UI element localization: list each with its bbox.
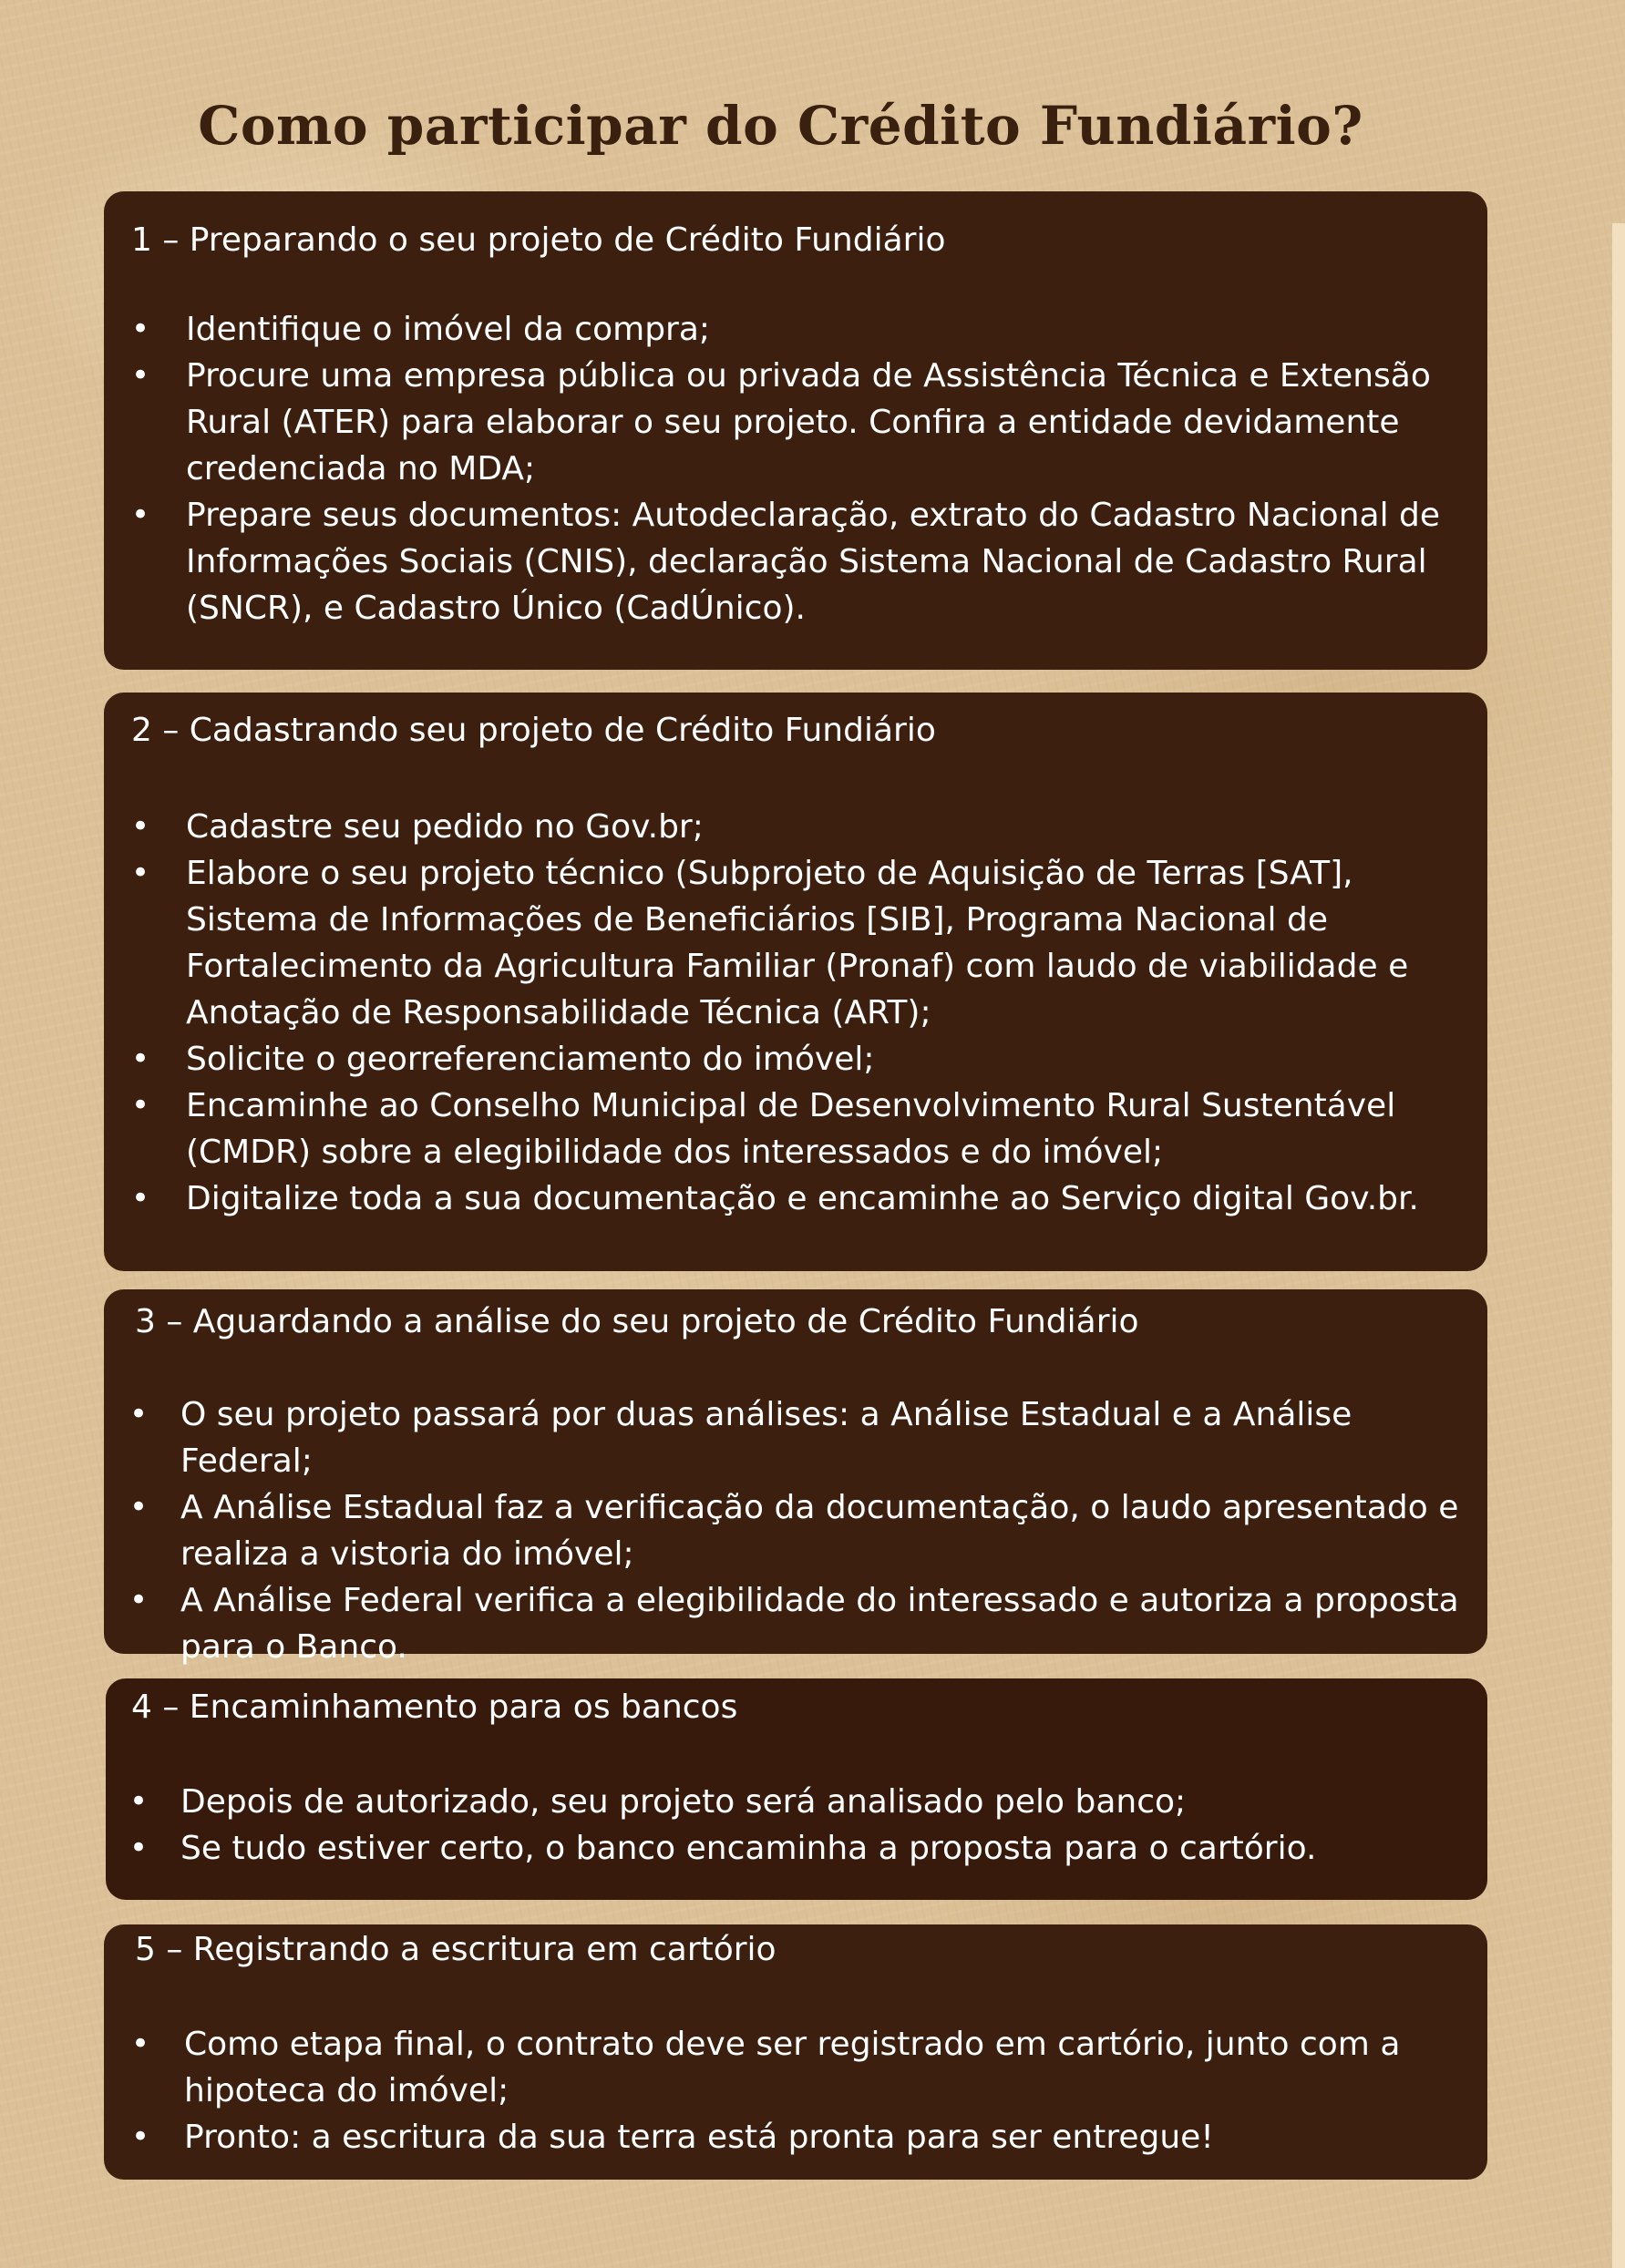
step-list (104, 804, 1487, 1222)
list-item: • A Análise Federal verifica a elegibilidade do interessado e autoriza a proposta para o Banco. (104, 1577, 1487, 1670)
step-list (104, 306, 1487, 631)
list-item: • Elabore o seu projeto técnico (Subprojeto de Aquisição de Terras [SAT], Sistema de Informações de Beneficiários [SIB], Programa Nacional de Fortalecimento da Agricultura Familiar (Pronaf) com laudo de viabilidade e Anotação de Responsabilidade Técnica (ART); (104, 850, 1487, 1036)
list-item: • Prepare seus documentos: Autodeclaração, extrato do Cadastro Nacional de Informações Sociais (CNIS), declaração Sistema Nacional de Cadastro Rural (SNCR), e Cadastro Único (CadÚnico). (104, 492, 1487, 631)
page-edge-strip (1612, 223, 1625, 2268)
step-list (104, 1391, 1487, 1670)
step-list (104, 2021, 1487, 2160)
list-item: • Como etapa final, o contrato deve ser registrado em cartório, junto com a hipoteca do imóvel; (104, 2021, 1487, 2114)
step-card-5 (104, 1924, 1487, 2180)
step-card-4 (106, 1678, 1487, 1900)
step-card-3 (104, 1289, 1487, 1666)
step-card-1 (104, 191, 1487, 670)
step-heading: 5 – Registrando a escritura em cartório (135, 1931, 777, 1968)
step-heading: 3 – Aguardando a análise do seu projeto de Crédito Fundiário (135, 1303, 1139, 1340)
step-card-2 (104, 693, 1487, 1271)
step-heading: 4 – Encaminhamento para os bancos (131, 1688, 738, 1726)
step-heading: 1 – Preparando o seu projeto de Crédito Fundiário (131, 221, 946, 259)
list-item: • Procure uma empresa pública ou privada de Assistência Técnica e Extensão Rural (ATER) para elaborar o seu projeto. Confira a entidade devidamente credenciada no MDA; (104, 353, 1487, 492)
list-item: • O seu projeto passará por duas análises: a Análise Estadual e a Análise Federal; (104, 1391, 1487, 1484)
list-item: • Pronto: a escritura da sua terra está pronta para ser entregue! (104, 2114, 1487, 2160)
page-title: Como participar do Crédito Fundiário? (198, 95, 1363, 157)
list-item: • Encaminhe ao Conselho Municipal de Desenvolvimento Rural Sustentável (CMDR) sobre a elegibilidade dos interessados e do imóvel; (104, 1083, 1487, 1175)
list-item: • Solicite o georreferenciamento do imóvel; (104, 1036, 1487, 1083)
step-heading: 2 – Cadastrando seu projeto de Crédito Fundiário (131, 712, 936, 749)
list-item: • Se tudo estiver certo, o banco encaminha a proposta para o cartório. (106, 1825, 1487, 1872)
list-item: • Cadastre seu pedido no Gov.br; (104, 804, 1487, 850)
list-item: • Identifique o imóvel da compra; (104, 306, 1487, 353)
list-item: • Depois de autorizado, seu projeto será analisado pelo banco; (106, 1779, 1487, 1825)
step-list (106, 1779, 1487, 1872)
list-item: • Digitalize toda a sua documentação e encaminhe ao Serviço digital Gov.br. (104, 1175, 1487, 1222)
list-item: • A Análise Estadual faz a verificação da documentação, o laudo apresentado e realiza a vistoria do imóvel; (104, 1484, 1487, 1577)
